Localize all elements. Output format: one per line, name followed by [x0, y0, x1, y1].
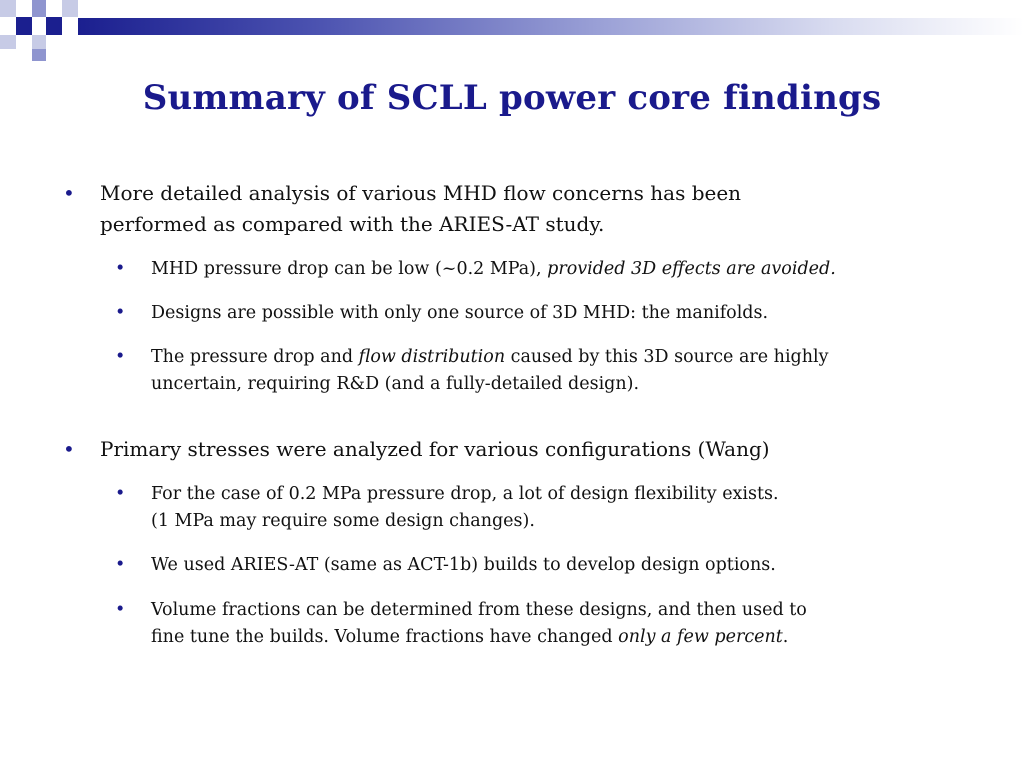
subbullet-text-line: (1 MPa may require some design changes). — [151, 511, 535, 531]
italic-segment: flow distribution — [358, 347, 506, 367]
bullet-item-mhd-analysis — [63, 178, 980, 240]
subbullet-text-line: For the case of 0.2 MPa pressure drop, a lot of design flexibility exists. — [151, 484, 779, 504]
deco-square — [16, 17, 32, 35]
bullet-text-line: performed as compared with the ARIES-AT study. — [100, 212, 605, 236]
subbullet-text-line: uncertain, requiring R&D (and a fully-detailed design). — [151, 374, 640, 394]
subbullet-mhd-pressure-drop — [115, 256, 981, 283]
deco-square — [32, 0, 46, 17]
bullet-text-line: More detailed analysis of various MHD flow concerns has been — [100, 181, 742, 205]
bullet-icon: • — [115, 347, 126, 367]
bullet-icon: • — [115, 484, 126, 504]
deco-square — [62, 0, 78, 17]
deco-square — [32, 35, 46, 49]
deco-square — [16, 0, 32, 17]
text-segment: . — [782, 627, 789, 647]
deco-square — [0, 0, 16, 17]
slide-title: Summary of SCLL power core findings — [142, 78, 882, 118]
subbullet-text-line — [151, 344, 981, 371]
subbullet-text-line — [151, 624, 981, 651]
bullet-icon: • — [63, 437, 75, 461]
subbullet-text: We used ARIES-AT (same as ACT-1b) builds to develop design options. — [151, 555, 776, 575]
text-segment: MHD pressure drop can be low (~0.2 MPa), — [151, 259, 548, 279]
text-segment: The pressure drop and — [151, 347, 359, 367]
bullet-icon: • — [115, 600, 126, 620]
text-segment: caused by this 3D source are highly — [505, 347, 829, 367]
italic-segment: provided 3D effects are avoided. — [547, 259, 836, 279]
header-decoration — [0, 0, 1024, 70]
subbullet-text-line: Volume fractions can be determined from these designs, and then used to — [151, 600, 807, 620]
bullet-icon: • — [115, 259, 126, 279]
bullet-icon: • — [115, 555, 126, 575]
bullet-icon: • — [115, 303, 126, 323]
subbullet-text: Designs are possible with only one source of 3D MHD: the manifolds. — [151, 303, 769, 323]
subbullet-volume-fractions — [115, 597, 981, 651]
subbullet-aries-at-builds — [115, 552, 981, 579]
italic-segment: only a few percent — [618, 627, 783, 647]
subbullet-flow-distribution — [115, 344, 981, 398]
deco-square — [32, 49, 46, 61]
header-gradient-bar — [78, 18, 1024, 35]
text-segment: fine tune the builds. Volume fractions have changed — [151, 627, 619, 647]
subbullet-design-flexibility — [115, 481, 981, 535]
bullet-text-line: Primary stresses were analyzed for various configurations (Wang) — [100, 437, 770, 461]
deco-square — [0, 35, 16, 49]
bullet-icon: • — [63, 181, 75, 205]
subbullet-text — [151, 256, 981, 283]
deco-square — [16, 35, 32, 49]
deco-square — [46, 17, 62, 35]
bullet-item-primary-stresses — [63, 434, 980, 465]
subbullet-designs-possible — [115, 300, 981, 327]
